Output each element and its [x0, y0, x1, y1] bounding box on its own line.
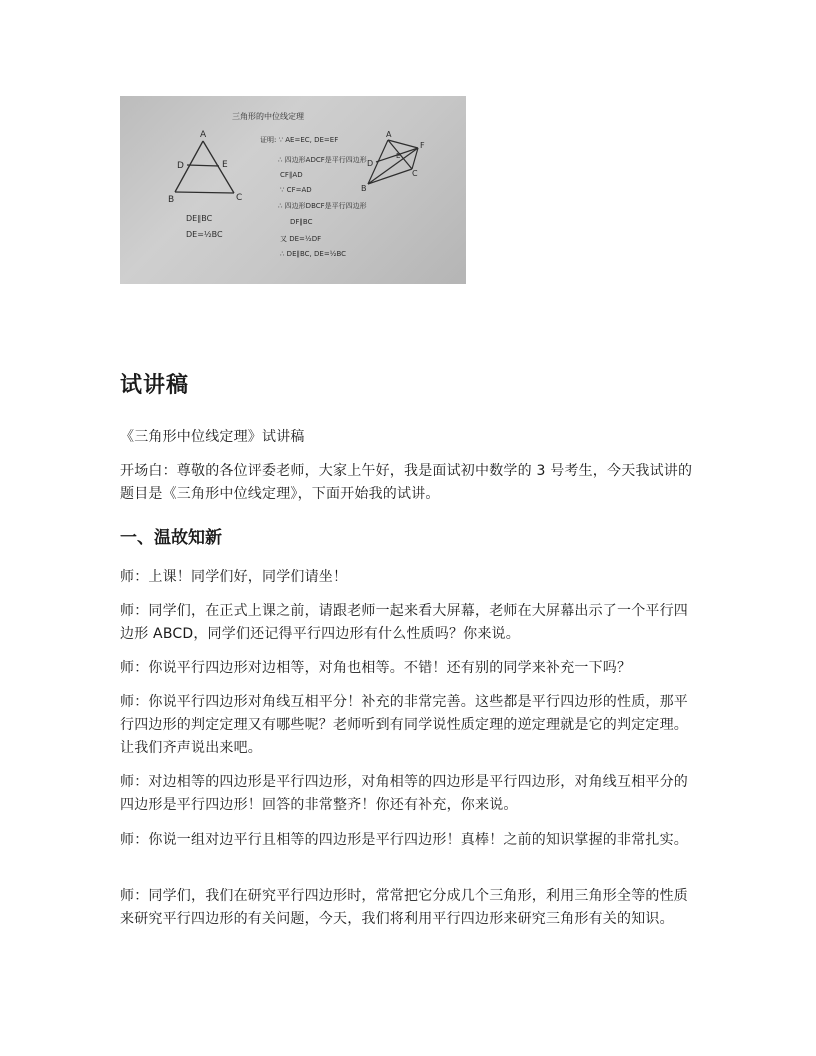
photo-title: 三角形的中位线定理	[232, 112, 304, 121]
note-3: CF∥AD	[280, 171, 303, 179]
left-note-2: DE=½BC	[186, 230, 223, 239]
blackboard-photo	[120, 96, 466, 284]
label-d: D	[177, 161, 184, 171]
document-subtitle: 《三角形中位线定理》试讲稿	[120, 429, 305, 445]
left-note-1: DE∥BC	[186, 214, 213, 223]
label-b: B	[168, 195, 175, 205]
label-r-d: D	[367, 159, 374, 168]
paragraph-6: 师：你说一组对边平行且相等的四边形是平行四边形！真棒！之前的知识掌握的非常扎实。	[120, 832, 688, 848]
opening-paragraph: 开场白：尊敬的各位评委老师，大家上午好，我是面试初中数学的 3 号考生，今天我试讲的题目是《三角形中位线定理》，下面开始我的试讲。	[120, 463, 693, 502]
paragraph-5: 师：对边相等的四边形是平行四边形，对角相等的四边形是平行四边形，对角线互相平分的四边形是平行四边形！回答的非常整齐！你还有补充，你来说。	[120, 774, 688, 813]
note-8: ∴ DE∥BC, DE=½BC	[280, 250, 347, 258]
label-r-c: C	[412, 169, 418, 178]
label-e: E	[222, 160, 228, 170]
label-r-f: F	[420, 141, 425, 150]
section-heading-1: 一、温故知新	[120, 528, 222, 548]
handwritten-notes-figure	[120, 96, 466, 284]
note-7: 又 DE=½DF	[280, 235, 322, 243]
note-5: ∴ 四边形DBCF是平行四边形	[278, 202, 367, 210]
paragraph-7: 师：同学们，我们在研究平行四边形时，常常把它分成几个三角形，利用三角形全等的性质来研究平行四边形的有关问题，今天，我们将利用平行四边形来研究三角形有关的知识。	[120, 888, 688, 927]
label-r-a: A	[386, 130, 392, 139]
paragraph-1: 师：上课！同学们好，同学们请坐！	[120, 569, 348, 585]
note-2: ∴ 四边形ADCF是平行四边形	[278, 156, 367, 164]
label-a: A	[200, 130, 207, 140]
document-title: 试讲稿	[120, 373, 190, 398]
note-6: DF∥BC	[290, 218, 313, 226]
paragraph-2: 师：同学们，在正式上课之前，请跟老师一起来看大屏幕，老师在大屏幕出示了一个平行四边形 ABCD，同学们还记得平行四边形有什么性质吗？你来说。	[120, 603, 688, 642]
note-1: 证明: ∵ AE=EC, DE=EF	[260, 136, 339, 144]
note-4: ∵ CF=AD	[280, 186, 312, 194]
label-r-e: E	[396, 152, 401, 160]
label-r-b: B	[361, 184, 367, 193]
label-c: C	[236, 193, 243, 203]
paragraph-3: 师：你说平行四边形对边相等，对角也相等。不错！还有别的同学来补充一下吗？	[120, 660, 632, 676]
paragraph-4: 师：你说平行四边形对角线互相平分！补充的非常完善。这些都是平行四边形的性质，那平行四边形的判定定理又有哪些呢？老师听到有同学说性质定理的逆定理就是它的判定定理。让我们齐声说出来吧。	[120, 694, 688, 756]
